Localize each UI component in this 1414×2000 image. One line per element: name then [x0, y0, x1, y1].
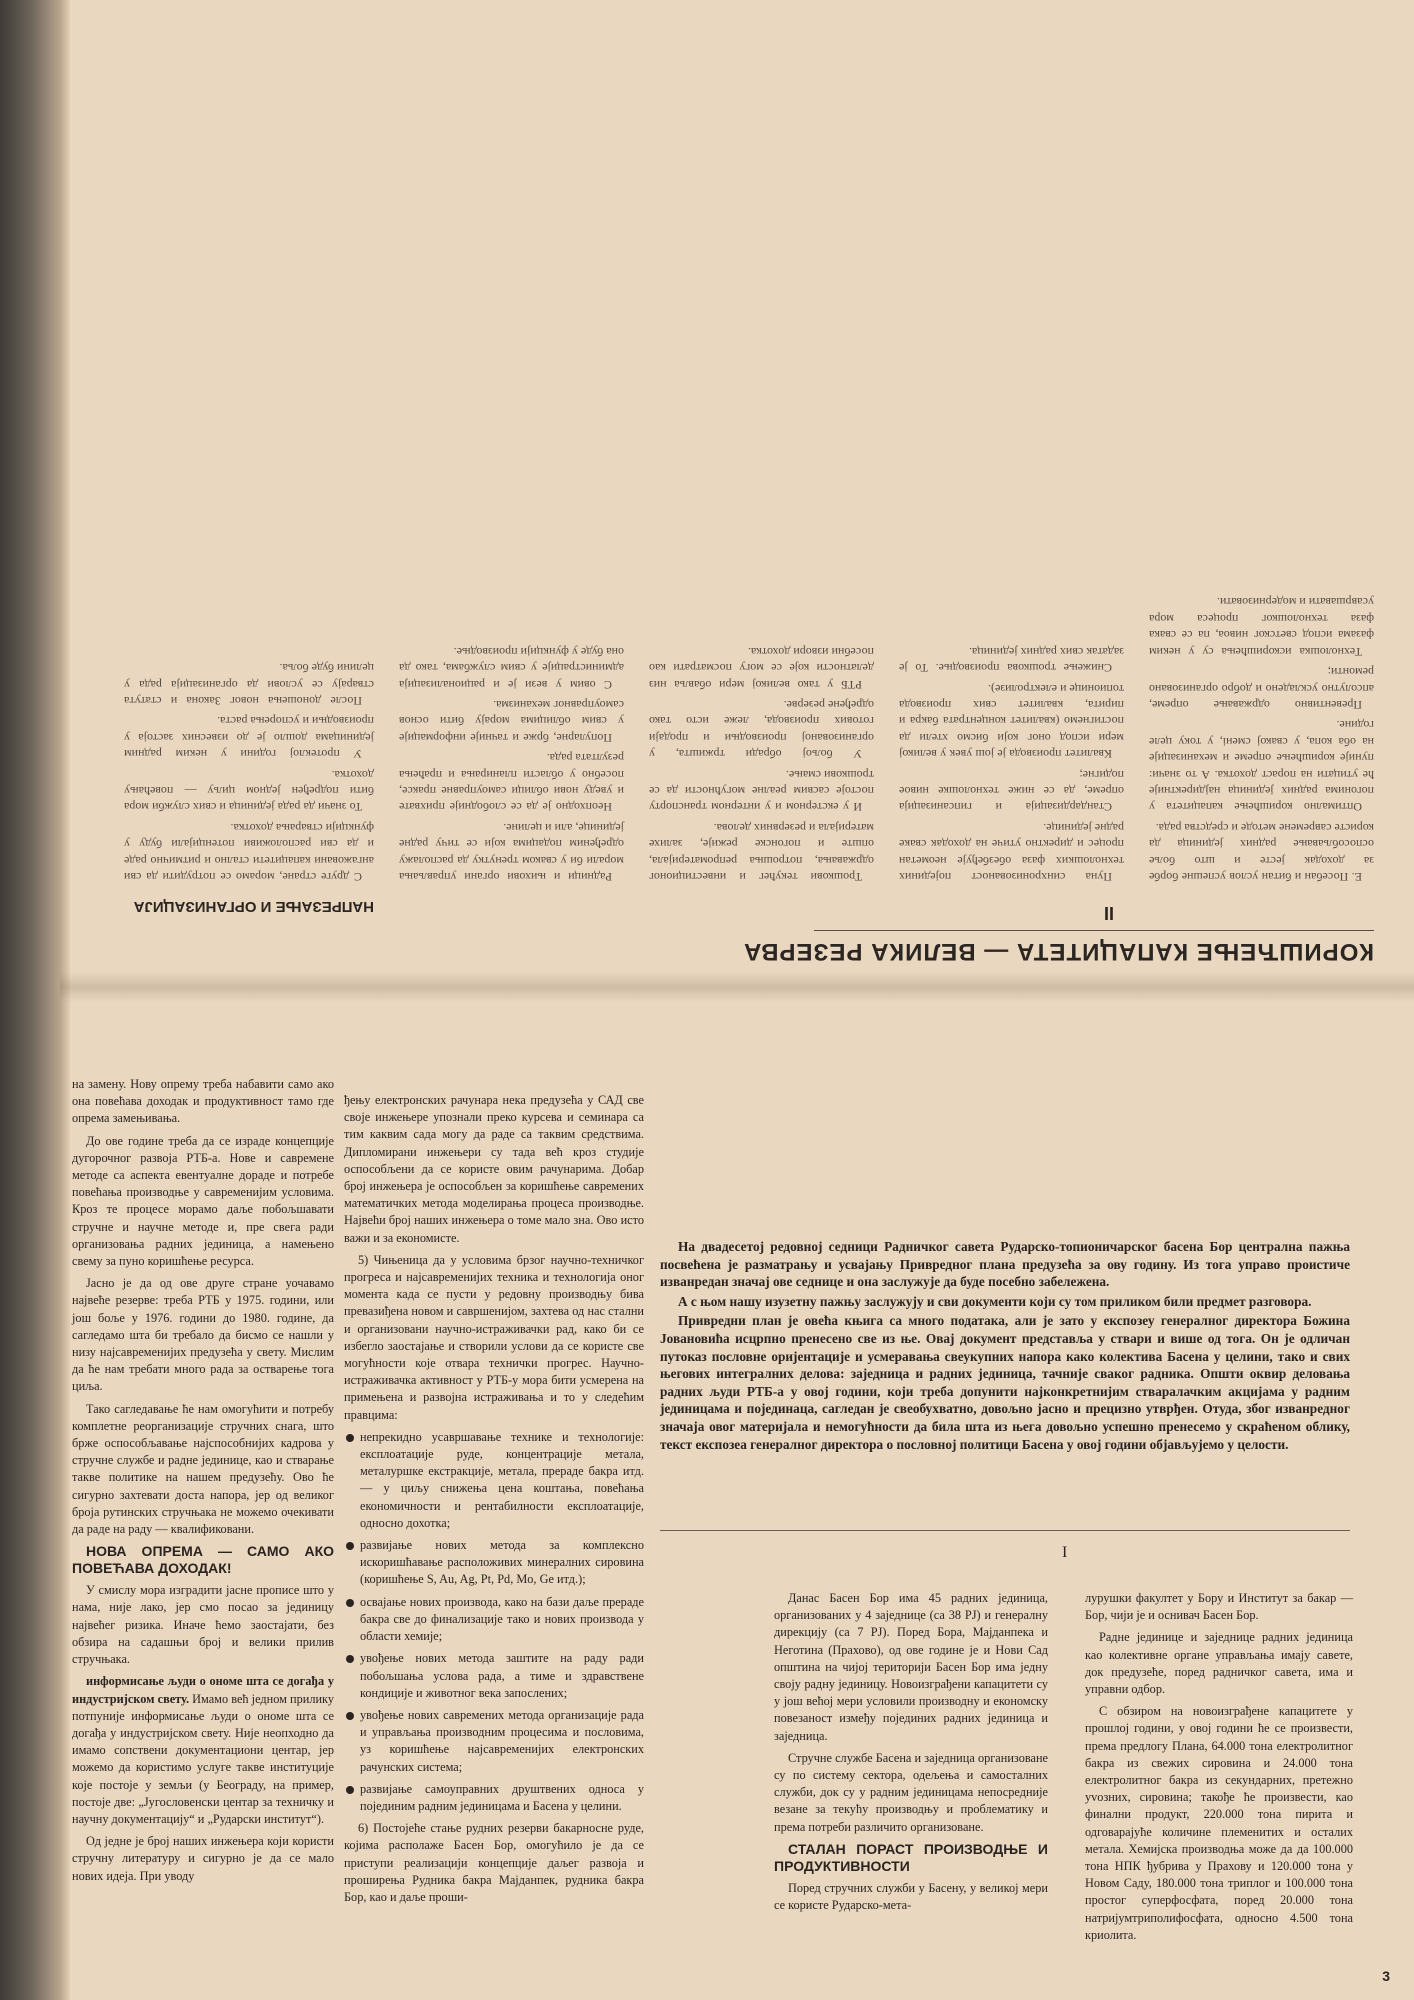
middle-col-paragraph: 6) Постојеће стање рудних резерви бакарносне руде, којима располаже Басен Бор, омогућило је да се приступи реализацији концепције даљег развоја и проширења Рудника бакра Мајданпек, рудника бакра Бор, као и даље проши- [344, 1821, 644, 1904]
inverted-col2-p4: Снижење трошкова производње. То је задатак свих радних јединица. [899, 644, 1124, 676]
inverted-col1-p3: Превентивно одржавање опреме, апсолутно ускладено и добро организовано ремонти; [1149, 665, 1374, 712]
article-column-d [1085, 1590, 1353, 1970]
inverted-col5-p4: После доношења новог Закона и статута стварају се услови да организација рада у целини буде боља. [124, 661, 374, 708]
page-fold [60, 972, 1414, 1002]
article-column-left [72, 1076, 334, 1981]
col-c-paragraph: Данас Басен Бор има 45 радних јединица, организованих у 4 заједнице (са 38 РЈ) и генералну дирекцију (са 7 РЈ). Поред Бора, Мајданпека и Неготина (Прахово), од ове године је и Нови Сад општина на чијој територији Басен Бор има једну своју радну јединицу. Новоизграђени капацитети су у још већој мери условили производну и економску повезаност између појединих радних јединица и заједница. [774, 1591, 1048, 1743]
inverted-roman-numeral: II [1103, 903, 1114, 923]
section-heading-new-equipment: НОВА ОПРЕМА — САМО АКО ПОВЕЋАВА ДОХОДАК! [72, 1543, 334, 1577]
col-c-paragraph: Поред стручних служби у Басену, у великој мери се користе Рударско-мета- [774, 1880, 1048, 1913]
inverted-col4-p2: Неопходно је да се слободније прихвате и уведу нови облици самоуправне праксе, посебно у области планирања и праћења резултата рада. [399, 751, 624, 815]
inverted-col3-p1: Трошкови текућег и инвестиционог одржавања, потрошња репроматеријала, опште и погонске режије, залихе материјала и резервних делова. [649, 820, 874, 884]
inverted-page-section [60, 0, 1414, 975]
middle-col-paragraph: 5) Чињеница да у условима брзог научно-техничког прогреса и најсавременијих техника и технологија оног момента када се пусти у редовну производњу бива превазиђена новом и савршенијом, захтева од нас стални и организовани научно-истраживачки рад, како би се избегло заостајање и створили услови да се користе све могућности које отвара технички прогрес. Научно-истраживачка активност у РТБ-у мора бити усмерена на примењена и развојна истраживања и то у следећим правцима: [344, 1252, 644, 1422]
inverted-col2-p2: Стандардизација и гипсанизација опреме, да се ниже технолошке нивое подигне; [899, 767, 1124, 815]
inverted-col3-p4: РТБ у тако великој мери обавља низ делатности које се могу посматрати као посебни извори дохотка. [649, 644, 874, 692]
inverted-col2-p1: Пуна синхронизованост појединих технолошких фаза обезбеђује неометан процес и директно утиче на доходак свакe радне јединице. [899, 820, 1124, 884]
col-d-paragraph: С обзиром на новоизграђене капацитете у прошлој години, у овој години ће се произвести, према предлогу Плана, 64.000 тона електролитног бакра из свежих сировина и 24.000 тона електролитног бакра из секундарних, претежно уvoзних, сировина; такође ће произвести, као финални продукт, 220.000 тона пирита и одговарајуће количине племенитих и осталих метала. Хемијска производња може да да 100.000 тона НПК ђубрива у Прахову и 120.000 тона у Новом Саду, 180.000 тона триплог и 100.000 тона простог суперфосфата, поред 20.000 тона натријумтриполифосфата, односно 4.500 тона криолита. [1085, 1704, 1353, 1942]
inverted-column-1 [1149, 25, 1374, 885]
intro-paragraph: А с њом нашу изузетну пажњу заслужују и сви документи који су том приликом били предмет разговора. [678, 1293, 1312, 1309]
emphasis-phrase: информисање људи о ономе шта се догађа у индустријском свету. [72, 1674, 334, 1706]
inverted-col2-p3: Квалитет производа је још увек у великој мери испод оног који бисмо хтели да постигнемо (квалитет концентрата бакра и пирита, квалитет свих производа топионице и електролизе). [899, 681, 1124, 762]
inverted-column-2 [899, 25, 1124, 885]
list-item: развијање нових метода за комплексно искоришћавање расположивих минералних сировина (коришћење S, Au, Ag, Pt, Pd, Mo, Ge итд.); [344, 1537, 644, 1589]
list-item: непрекидно усавршавање технике и технологије: експлоатације руде, концентрације метала, металуршке екстракције, метала, прераде бакра итд. — у циљу снижења цена коштања, повећања економичности и рентабилности експлоатације, односно дохотка; [344, 1429, 644, 1532]
article-intro [660, 1238, 1350, 1455]
inverted-col4-p3: Популарне, брже и тачније информације у свим облицима морају бити основ самоуправног механизма. [399, 697, 624, 745]
left-col-paragraph: на замену. Нову опрему треба набавити само ако она повећава доходак и продуктивност тамо где опрема замењивања. [72, 1077, 334, 1126]
left-col-paragraph: Од једне је број наших инжењера који користи стручну литературу и сигурно је да се мало нових идеја. При уводу [72, 1834, 334, 1883]
intro-paragraph: Привредни план је овећа књига са много података, али је зато у експозеу генералног директора Божина Јовановића исцрпно пренесено све из ње. Овај документ представља у ствари и више од тога. Он је одличан путоказ пословне оријентације и усмеравања свеукупних напора како колектива Басена у целини, тако и свих његових интегралних делова: заједница и радних јединица, тачније сваког радника. Општи оквир деловања радних људи РТБ-а у овој години, који треба допунити најконкретнијим стваралачким акцијама у радним јединицама и појединаца, сагледан је свеобухватно, довољно јасно и прецизно утврђен. Отуда, због изванредног значаја овог материјала и немогућности да била шта из њега довољно успешно пренесемо у скраћеном облику, текст експозеа генералног директора о пословној политици Басена у овој години објављујемо у целости. [660, 1313, 1350, 1452]
left-col-paragraph: У смислу мора изградити јасне прописе што у нама, није лако, јер смо посао за јединицу највећег ризика. Иначе ћемо заостајати, без обзира на садашњи број и велики прилив стручњака. [72, 1583, 334, 1667]
col-d-paragraph: лурушки факултет у Бору и Институт за бакар — Бор, чији је и оснивач Басен Бор. [1085, 1591, 1353, 1623]
section-heading-production-growth: СТАЛАН ПОРАСТ ПРОИЗВОДЊЕ И ПРОДУКТИВНОСТИ [774, 1840, 1048, 1874]
list-item: освајање нових производа, како на бази даље прераде бакра све до финализације тако и нових производа у области хемије; [344, 1594, 644, 1646]
inverted-subhead: НАПРЕЗАЊЕ И ОРГАНИЗАЦИЈА [133, 898, 374, 915]
intro-paragraph: На двадесетој редовној седници Радничког савета Рударско-топионичарског басена Бор централна пажња посвећена је разматрању и усвајању Привредног плана предузећа за ову годину. Из тога управо проистиче изванредан значај ове седнице и она заслужује да буде посебно забележена. [660, 1239, 1350, 1290]
inverted-col4-p4: С овим у вези је и рационализација администрације у свим службама, тако да она буде у функцији производње. [399, 644, 624, 692]
list-item: увођење нових савремених метода организације рада и управљања производним процесима и пословима, уз коришћење најсавременијих електронских рачунских система; [344, 1707, 644, 1776]
inverted-column-4 [399, 25, 624, 885]
left-col-paragraph: До ове године треба да се израде концепције дугорочног развоја РТБ-а. Нове и савремене методе са аспекта евентуалне дораде и потребе повећања производње у савременијим условима. Кроз те процесе морамо даље побољшавати стручне и научне методе и, пре свега ради организовања радних јединица, а намењено свему за пуно коришћење ресурса. [72, 1133, 334, 1269]
col-d-paragraph: Радне јединице и заједнице радних јединица као колективне органе управљања имају савете, док предузеће, поред радничког савета, има и управни одбор. [1085, 1630, 1353, 1697]
left-col-paragraph [72, 1673, 334, 1828]
page-number: 3 [1382, 1968, 1390, 1984]
inverted-col1-p2: Оптимално коришћење капацитета у погонима радних јединица најдиректније ће утицати на пораст дохотка. А то значи: пуније коришћење опреме и механизације на оба копа, у свакој сменi, у току целе године. [1149, 718, 1374, 815]
left-col-paragraph: Тако сагледавање ће нам омогућити и потребу комплетне реорганизације стручних снага, што брже оспособљавање најспособнијих кадрова у стручне службе и радне јединице, као и стварање такве политике на нашем предузећу. Ово ће сигурно захтевати доста напора, јер од великог броја рутинских стручњака не можемо очекивати да раде на раду — квалификовани. [72, 1401, 334, 1537]
list-item: развијање самоуправних друштвених односа у појединим радним јединицама и Басена у целини. [344, 1781, 644, 1815]
article-column-middle [344, 1092, 644, 1982]
inverted-col5-p1: С друге стране, морамо се потрудити да сви ангажовани капацитети стално и ритмично раде и да сви расположиви потенцијали буду у функцији стварања дохотка. [124, 820, 374, 884]
middle-col-paragraph: ђењу електронских рачунара нека предузећа у САД све своје инжењере упознали преко курсева и семинара са тим каквим сада могу да раде са таквим средствима. Дипломирани инжењери су тада већ кроз студије оспособљени да се користе овим рачунарима. Добар број инжењера је оспособљен за коришћење савремених математичких метода моделирања процеса производње. Највећи број наших инжењера о томе мало зна. Ово исто важи и за економисте. [344, 1093, 644, 1245]
inverted-col1-p4: Технолошка искоришћења су у неким фазама испод светског нивоа, па се свака фаза технолошког процеса мора усавршавати и модернизовати. [1149, 595, 1374, 659]
intro-divider [660, 1530, 1350, 1531]
left-col-paragraph: Јасно је да од ове друге стране уочавамо највеће резерве: треба РТБ у 1975. години, или још боље у 1976. години до 1980. године, да сагледамо шта би требало да бисмо се нашли у низу најсавременијих предузећа у свету. Мислим да ће нам требати много рада за остварење тога циља. [72, 1276, 334, 1394]
article-column-c [774, 1590, 1048, 1970]
inverted-col3-p2: И у екстерном и у интерном транспорту постоје сасвим реалне могућности да се трошкови смање. [649, 767, 874, 815]
inverted-col3-p3: У бољој обради тржишта, у организованој производњи и продаји готових производа, леже исто тако одређене резерве. [649, 697, 874, 762]
inverted-column-5 [124, 25, 374, 885]
inverted-col1-p1: E. Посебан и битан услов успешне борбе за доходак јесте и што боље оспособљавање радних јединица да користе савремене методе и средства рада. [1149, 820, 1374, 884]
col-c-paragraph: Стручне службе Басена и заједница организоване су по систему сектора, одељења и самосталних служби, док су у радним јединицама непосредније везане за текућу производњу и проблематику и према потреби различито организоване. [774, 1750, 1048, 1834]
inverted-col5-p3: У протеклој години у неким радним јединицама дошло је до извесних застоја у производњи и успорења раста. [124, 714, 374, 762]
left-col-text: Имамо већ једном прилику потпуније информисање људи о ономе шта се догађа у индустријском свету. Није неопходно да имамо сопствени документациони центар, јер можемо да користимо услуге такве институције које постоје у земљи (у Београду, на пример, постоје две: „Југословенски центар за техничку и научну документацију“ и „Рударски институт“). [72, 1691, 334, 1826]
inverted-headline-rule [814, 930, 1374, 931]
inverted-column-3 [649, 25, 874, 885]
section-numeral: I [1062, 1544, 1068, 1561]
list-item: увођење нових метода заштите на раду ради побољшања услова рада, а тиме и здравствене кондиције и животног века запослених; [344, 1650, 644, 1702]
research-directions-list [344, 1429, 644, 1815]
inverted-col5-p2: То значи да рада јединица и свих служби мора бити подређен једном циљу — повећању дохотка. [124, 767, 374, 815]
inverted-headline: КОРИШЋЕЊЕ КАПАЦИТЕТА — ВЕЛИКА РЕЗЕРВА [743, 938, 1374, 965]
inverted-col4-p1: Радници и њихови органи управљања морали би у сваком тренутку да располажу одређеним подацима који се тичу радне јединице, али и целине. [399, 820, 624, 884]
